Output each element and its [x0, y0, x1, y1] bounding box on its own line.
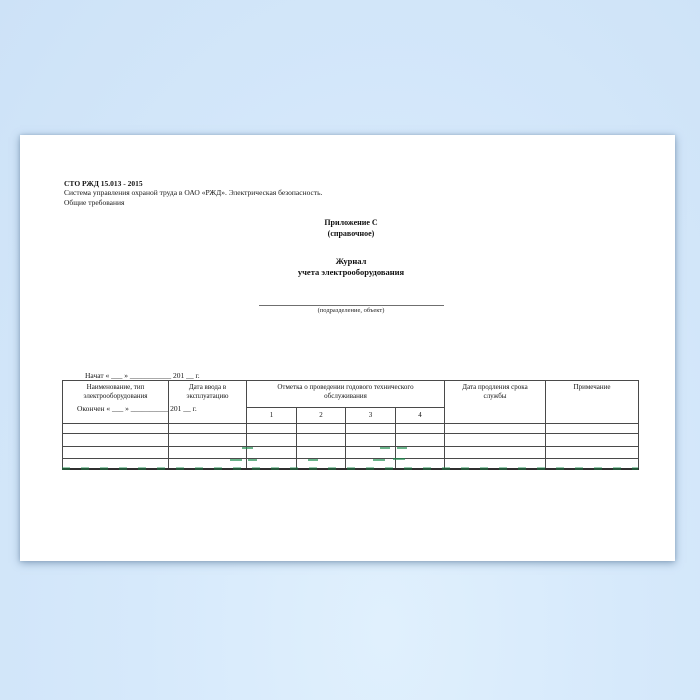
appendix-heading: [64, 217, 638, 239]
scan-artifact-dash: [393, 458, 405, 460]
table-header-row: [63, 381, 639, 408]
standard-code: СТО РЖД 15.013 - 2015: [64, 179, 143, 188]
col-header-annual-maintenance: Отметка о проведении годового технического обслуживания: [247, 381, 445, 408]
subcol-header-2: 2: [297, 408, 346, 424]
table-row: [63, 447, 639, 459]
date-started-line: Начат « ___ » ___________ 201 __ г.: [85, 370, 200, 380]
appendix-title: Приложение С: [324, 218, 378, 227]
subdivision-block: [64, 294, 638, 314]
empty-cell: [169, 434, 247, 447]
table-row: [63, 434, 639, 447]
empty-cell: [169, 447, 247, 459]
subcol-header-1: 1: [247, 408, 297, 424]
empty-cell: [445, 424, 546, 434]
empty-cell: [396, 434, 445, 447]
equipment-journal-table: [62, 380, 639, 470]
subcol-header-3: 3: [346, 408, 396, 424]
empty-cell: [63, 447, 169, 459]
empty-cell: [247, 447, 297, 459]
scan-artifact-dash: [230, 459, 242, 461]
scan-artifact-dash: [308, 459, 318, 461]
empty-cell: [297, 434, 346, 447]
empty-cell: [63, 424, 169, 434]
scan-artifact-dash: [397, 447, 407, 449]
table-row: [63, 424, 639, 434]
empty-cell: [346, 424, 396, 434]
document-page: [20, 135, 675, 561]
empty-cell: [396, 424, 445, 434]
standard-scope: Общие требования: [64, 197, 125, 207]
empty-cell: [546, 447, 639, 459]
subdivision-caption: (подразделение, объект): [317, 307, 385, 314]
standard-description: Система управления охраной труда в ОАО «РЖД». Электрическая безопасность.: [64, 188, 323, 198]
empty-cell: [63, 434, 169, 447]
empty-cell: [247, 434, 297, 447]
scan-artifact-dash: [248, 459, 257, 461]
empty-cell: [445, 434, 546, 447]
empty-cell: [169, 424, 247, 434]
scan-artifact-strip: [62, 467, 638, 470]
scan-artifact-dash: [242, 447, 253, 449]
empty-cell: [247, 424, 297, 434]
journal-title-line2: учета электрооборудования: [297, 267, 405, 278]
scan-artifact-dash: [373, 459, 385, 461]
subdivision-fill-line: [259, 294, 444, 306]
subcol-header-4: 4: [396, 408, 445, 424]
empty-cell: [346, 434, 396, 447]
journal-title: [64, 256, 638, 279]
scan-artifact-dash: [380, 447, 390, 449]
journal-title-line1: Журнал: [335, 256, 367, 266]
col-header-equipment-name: Наименование, тип электрооборудования: [63, 381, 169, 424]
empty-cell: [546, 424, 639, 434]
document-header: [64, 179, 638, 207]
empty-cell: [445, 447, 546, 459]
col-header-service-extension-date: Дата продления срока службы: [445, 381, 546, 424]
col-header-commissioning-date: Дата ввода в эксплуатацию: [169, 381, 247, 424]
date-finished-line: Окончен « ___ » __________ 201 __ г.: [77, 404, 197, 414]
col-header-note: Примечание: [546, 381, 639, 424]
empty-cell: [297, 424, 346, 434]
empty-cell: [546, 434, 639, 447]
appendix-note: (справочное): [327, 229, 375, 239]
empty-cell: [297, 447, 346, 459]
